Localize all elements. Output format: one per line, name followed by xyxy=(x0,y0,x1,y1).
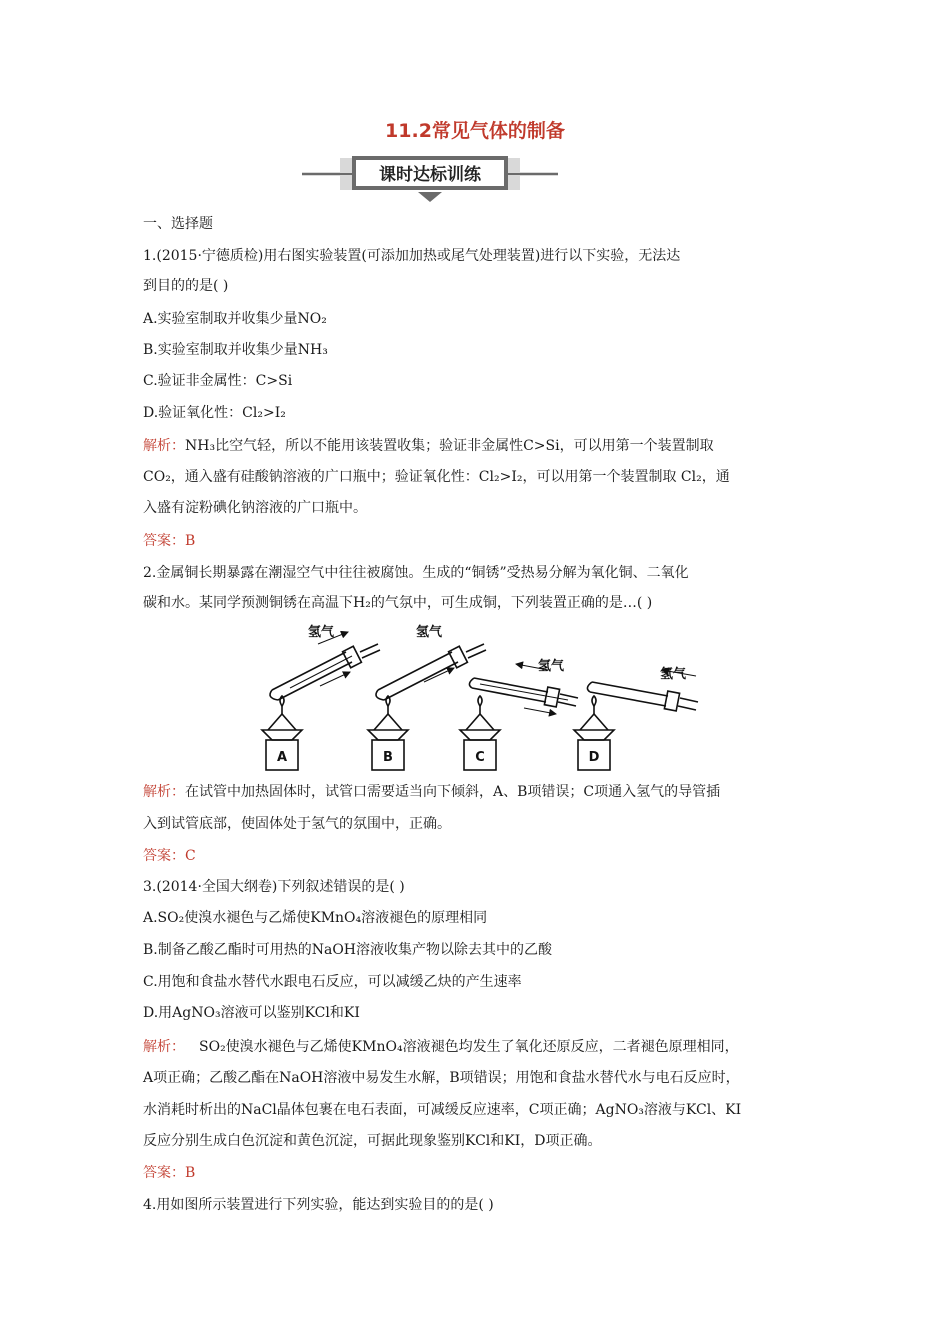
q3-option-c: C.用饱和食盐水替代水跟电石反应，可以减缓乙炔的产生速率 xyxy=(143,974,522,990)
tube-b xyxy=(376,644,486,700)
box-label-c: C xyxy=(475,750,485,765)
q3-option-a: A.SO₂使溴水褪色与乙烯使KMnO₄溶液褪色的原理相同 xyxy=(143,910,488,926)
box-label-d: D xyxy=(588,750,600,765)
q2-analysis-label: 解析： xyxy=(143,784,185,800)
q2-answer: 答案：C xyxy=(143,848,196,864)
q1-option-a: A.实验室制取并收集少量NO₂ xyxy=(143,311,327,327)
q1-analysis-1 xyxy=(143,436,714,456)
tube-c xyxy=(469,678,578,707)
tube-a xyxy=(270,644,380,700)
q1-analysis-3: 入盛有淀粉碘化钠溶液的广口瓶中。 xyxy=(143,500,367,516)
q3-analysis-4: 反应分别生成白色沉淀和黄色沉淀，可据此现象鉴别KCl和KI，D项正确。 xyxy=(143,1133,602,1149)
tube-d xyxy=(587,682,698,711)
q1-analysis-label: 解析： xyxy=(143,438,185,454)
q1-analysis-2: CO₂，通入盛有硅酸钠溶液的广口瓶中；验证氧化性：Cl₂>I₂，可以用第一个装置制取 Cl₂，通 xyxy=(143,469,730,485)
q1-stem-2: 到目的的是( ) xyxy=(143,278,229,294)
q1-option-b: B.实验室制取并收集少量NH₃ xyxy=(143,342,328,358)
q3-analysis-text-1: SO₂使溴水褪色与乙烯使KMnO₄溶液褪色均发生了氧化还原反应，二者褪色原理相同， xyxy=(199,1039,739,1055)
q1-answer: 答案：B xyxy=(143,533,196,549)
q2-stem-1: 2.金属铜长期暴露在潮湿空气中往往被腐蚀。生成的“铜锈”受热易分解为氧化铜、二氧化 xyxy=(143,565,689,581)
q1-analysis-text-1: NH₃比空气轻，所以不能用该装置收集；验证非金属性C>Si，可以用第一个装置制取 xyxy=(185,438,714,454)
q3-stem: 3.(2014·全国大纲卷)下列叙述错误的是( ) xyxy=(143,879,405,895)
banner-label: 课时达标训练 xyxy=(379,165,481,185)
q4-stem: 4.用如图所示装置进行下列实验，能达到实验目的的是( ) xyxy=(143,1197,494,1213)
box-label-a: A xyxy=(276,750,288,765)
section-banner xyxy=(300,152,560,204)
q2-apparatus-figure xyxy=(248,618,708,774)
q2-analysis-text-1: 在试管中加热固体时，试管口需要适当向下倾斜，A、B项错误；C项通入氢气的导管插 xyxy=(185,784,721,800)
gas-label-c: 氢气 xyxy=(538,659,565,674)
q2-analysis-1 xyxy=(143,782,720,802)
q1-stem-1: 1.(2015·宁德质检)用右图实验装置(可添加加热或尾气处理装置)进行以下实验，无法达 xyxy=(143,248,681,264)
q1-option-d: D.验证氧化性：Cl₂>I₂ xyxy=(143,405,286,421)
q3-analysis-label: 解析： xyxy=(143,1039,185,1055)
q1-option-c: C.验证非金属性：C>Si xyxy=(143,373,293,389)
q2-analysis-2: 入到试管底部，使固体处于氢气的氛围中，正确。 xyxy=(143,816,451,832)
box-label-b: B xyxy=(383,750,393,765)
q3-answer: 答案：B xyxy=(143,1165,196,1181)
q3-analysis-3: 水消耗时析出的NaCl晶体包裹在电石表面，可减缓反应速率，C项正确；AgNO₃溶液与KCl、KI xyxy=(143,1102,742,1118)
q3-option-b: B.制备乙酸乙酯时可用热的NaOH溶液收集产物以除去其中的乙酸 xyxy=(143,942,553,958)
q3-analysis-1 xyxy=(143,1037,739,1057)
q2-stem-2: 碳和水。某同学预测铜锈在高温下H₂的气氛中，可生成铜，下列装置正确的是…( ) xyxy=(143,595,653,611)
section-heading: 一、选择题 xyxy=(143,216,213,232)
gas-label-a: 氢气 xyxy=(308,625,335,640)
q3-option-d: D.用AgNO₃溶液可以鉴别KCl和KI xyxy=(143,1005,360,1021)
q3-analysis-2: A项正确；乙酸乙酯在NaOH溶液中易发生水解，B项错误；用饱和食盐水替代水与电石反应时， xyxy=(143,1070,740,1086)
gas-label-b: 氢气 xyxy=(416,625,443,640)
page-title: 11.2常见气体的制备 xyxy=(385,120,565,142)
gas-label-d: 氢气 xyxy=(660,667,687,682)
